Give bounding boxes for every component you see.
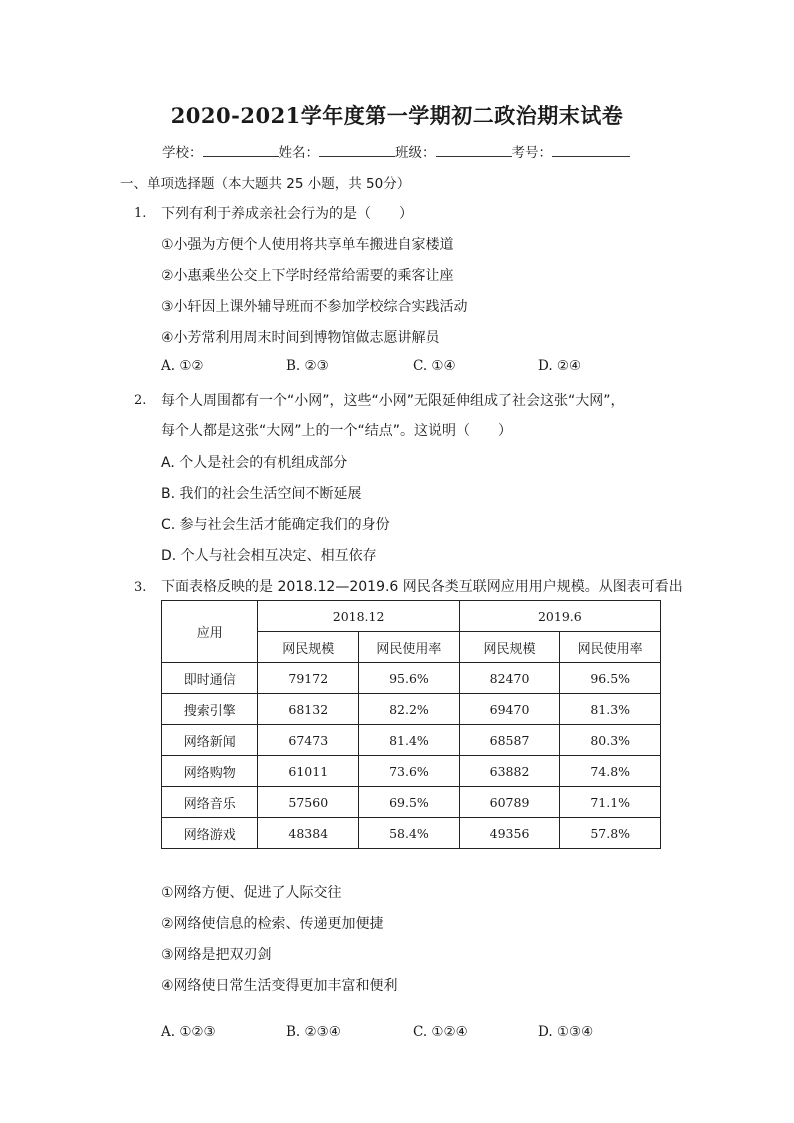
question-1-statement-2: ②小惠乘坐公交上下学时经常给需要的乘客让座: [161, 268, 454, 284]
cell-scale-2019: 49356: [459, 818, 560, 849]
question-3-option-a[interactable]: A. ①②③: [161, 1024, 216, 1040]
cell-rate-2019: 57.8%: [560, 818, 661, 849]
question-2-option-a[interactable]: A. 个人是社会的有机组成部分: [161, 455, 348, 471]
section-heading: 一、单项选择题（本大题共 25 小题，共 50分）: [120, 176, 411, 192]
question-3-stem: 下面表格反映的是 2018.12—2019.6 网民各类互联网应用用户规模。从图表可看出: [161, 579, 683, 595]
question-3-option-b[interactable]: B. ②③④: [286, 1024, 341, 1040]
cell-rate-2018: 73.6%: [359, 756, 460, 787]
cell-app: 即时通信: [162, 663, 258, 694]
cell-rate-2018: 81.4%: [359, 725, 460, 756]
table-row: [162, 663, 661, 694]
cell-scale-2019: 69470: [459, 694, 560, 725]
question-1-statement-4: ④小芳常利用周末时间到博物馆做志愿讲解员: [161, 330, 440, 346]
cell-rate-2018: 69.5%: [359, 787, 460, 818]
table-header-row: [162, 601, 661, 632]
header-app: 应用: [162, 601, 258, 663]
cell-scale-2019: 68587: [459, 725, 560, 756]
header-period-2: 2019.6: [459, 601, 660, 632]
question-2-stem-line-2: 每个人都是这张“大网”上的一个“结点”。这说明（ ）: [161, 423, 513, 439]
cell-rate-2018: 82.2%: [359, 694, 460, 725]
school-label: 学校：: [162, 145, 203, 161]
question-2-stem-line-1: 每个人周围都有一个“小网”，这些“小网”无限延伸组成了社会这张“大网”，: [161, 393, 625, 409]
question-3-options: [161, 1024, 661, 1044]
cell-scale-2018: 67473: [258, 725, 359, 756]
cell-app: 网络新闻: [162, 725, 258, 756]
cell-scale-2018: 57560: [258, 787, 359, 818]
cell-app: 网络音乐: [162, 787, 258, 818]
cell-rate-2019: 96.5%: [560, 663, 661, 694]
cell-rate-2019: 80.3%: [560, 725, 661, 756]
subheader-rate-2: 网民使用率: [560, 632, 661, 663]
cell-rate-2018: 95.6%: [359, 663, 460, 694]
question-1-statement-1: ①小强为方便个人使用将共享单车搬进自家楼道: [161, 237, 454, 253]
cell-rate-2019: 74.8%: [560, 756, 661, 787]
question-3-option-c[interactable]: C. ①②④: [413, 1024, 468, 1040]
question-2-option-d[interactable]: D. 个人与社会相互决定、相互依存: [161, 548, 377, 564]
cell-scale-2018: 79172: [258, 663, 359, 694]
question-2-option-b[interactable]: B. 我们的社会生活空间不断延展: [161, 486, 362, 502]
question-1-options: [161, 358, 661, 378]
cell-app: 搜索引擎: [162, 694, 258, 725]
table-row: [162, 818, 661, 849]
name-blank[interactable]: [319, 142, 395, 157]
school-blank[interactable]: [203, 142, 279, 157]
cell-app: 网络购物: [162, 756, 258, 787]
question-1-stem: 下列有利于养成亲社会行为的是（ ）: [161, 206, 413, 222]
class-label: 班级：: [395, 145, 436, 161]
question-1-option-d[interactable]: D. ②④: [538, 358, 582, 374]
table-row: [162, 787, 661, 818]
question-3-option-d[interactable]: D. ①③④: [538, 1024, 594, 1040]
question-3-statement-4: ④网络使日常生活变得更加丰富和便利: [161, 978, 398, 994]
cell-scale-2019: 60789: [459, 787, 560, 818]
internet-usage-table: [161, 600, 661, 849]
subheader-scale-2: 网民规模: [459, 632, 560, 663]
cell-rate-2019: 81.3%: [560, 694, 661, 725]
subheader-rate-1: 网民使用率: [359, 632, 460, 663]
number-blank[interactable]: [552, 142, 630, 157]
table-row: [162, 725, 661, 756]
cell-rate-2019: 71.1%: [560, 787, 661, 818]
header-period-1: 2018.12: [258, 601, 459, 632]
cell-rate-2018: 58.4%: [359, 818, 460, 849]
question-1-statement-3: ③小轩因上课外辅导班而不参加学校综合实践活动: [161, 299, 468, 315]
question-1-option-b[interactable]: B. ②③: [286, 358, 329, 374]
cell-scale-2019: 63882: [459, 756, 560, 787]
cell-scale-2019: 82470: [459, 663, 560, 694]
student-info-line: [162, 141, 630, 161]
question-1-number: 1.: [134, 206, 147, 221]
cell-scale-2018: 48384: [258, 818, 359, 849]
exam-title: 2020-2021学年度第一学期初二政治期末试卷: [170, 103, 624, 128]
class-blank[interactable]: [436, 142, 512, 157]
cell-scale-2018: 61011: [258, 756, 359, 787]
question-3-number: 3.: [134, 580, 147, 595]
question-2-number: 2.: [134, 393, 147, 408]
question-3-statement-1: ①网络方便、促进了人际交往: [161, 885, 342, 901]
cell-scale-2018: 68132: [258, 694, 359, 725]
name-label: 姓名：: [278, 145, 319, 161]
number-label: 考号：: [511, 145, 552, 161]
cell-app: 网络游戏: [162, 818, 258, 849]
table-row: [162, 694, 661, 725]
question-2-option-c[interactable]: C. 参与社会生活才能确定我们的身份: [161, 517, 390, 533]
question-3-statement-2: ②网络使信息的检索、传递更加便捷: [161, 916, 384, 932]
subheader-scale-1: 网民规模: [258, 632, 359, 663]
table-row: [162, 756, 661, 787]
question-3-statement-3: ③网络是把双刃剑: [161, 947, 272, 963]
question-1-option-a[interactable]: A. ①②: [161, 358, 204, 374]
question-1-option-c[interactable]: C. ①④: [413, 358, 456, 374]
